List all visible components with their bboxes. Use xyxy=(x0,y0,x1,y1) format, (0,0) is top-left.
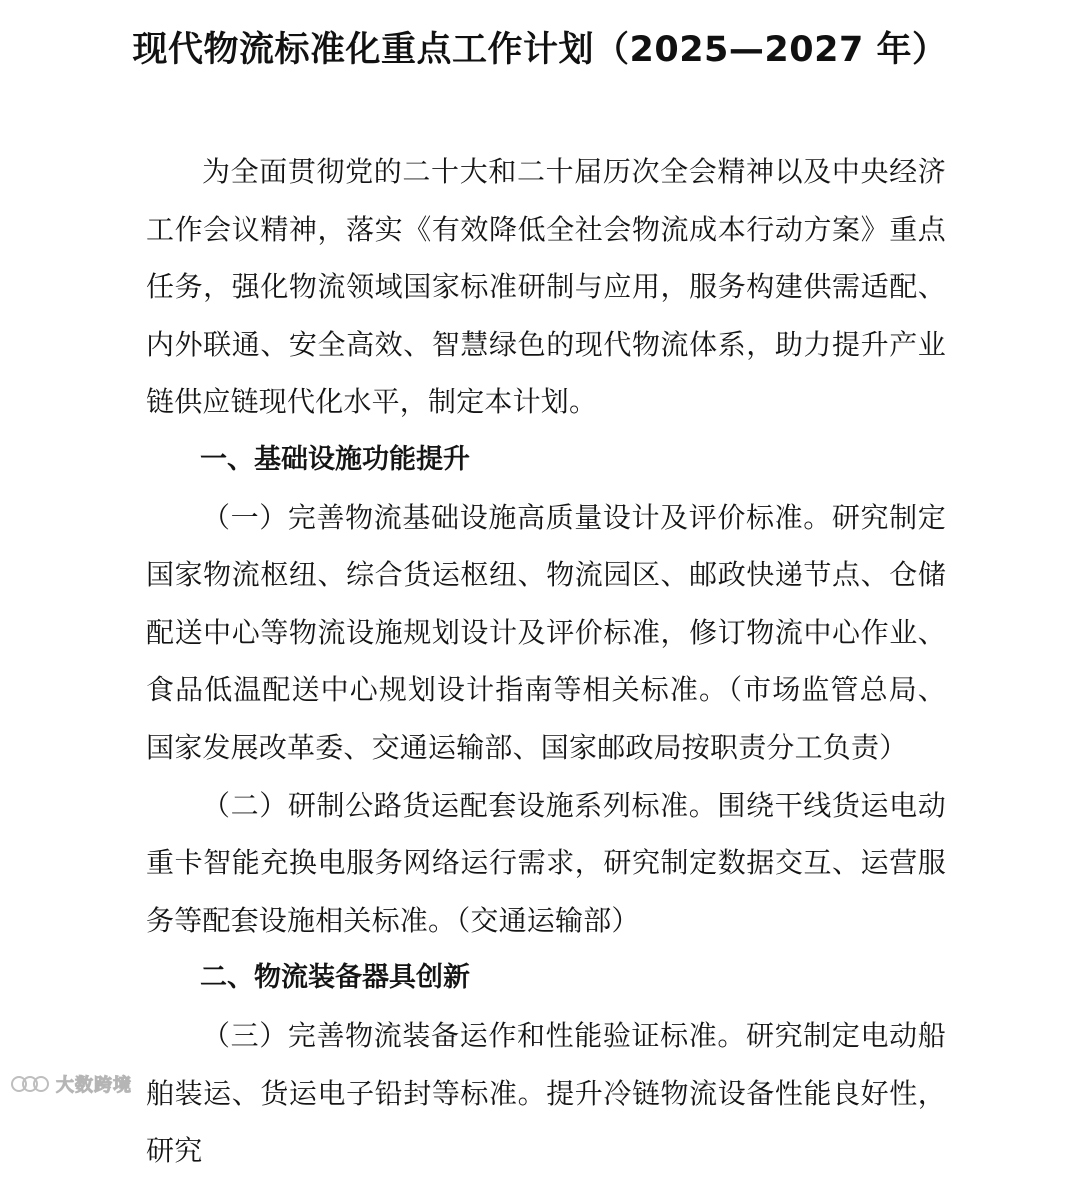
document-body xyxy=(146,143,946,1180)
section-heading-2: 二、物流装备器具创新 xyxy=(200,962,470,994)
item-paragraph-3: （三）完善物流装备运作和性能验证标准。研究制定电动船舶装运、货运电子铅封等标准。提升冷链物流设备性能良好性，研究 xyxy=(146,1018,946,1168)
item-paragraph-1: （一）完善物流基础设施高质量设计及评价标准。研究制定国家物流枢纽、综合货运枢纽、物流园区、邮政快递节点、仓储配送中心等物流设施规划设计及评价标准，修订物流中心作业、食品低温配送中心规划设计指南等相关标准。（市场监管总局、国家发展改革委、交通运输部、国家邮政局按职责分工负责） xyxy=(146,500,946,764)
watermark-text: 大数跨境 xyxy=(56,1075,132,1096)
section-heading-1: 一、基础设施功能提升 xyxy=(200,443,470,475)
brand-logo-icon xyxy=(10,1073,50,1095)
intro-paragraph: 为全面贯彻党的二十大和二十届历次全会精神以及中央经济工作会议精神，落实《有效降低全社会物流成本行动方案》重点任务，强化物流领域国家标准研制与应用，服务构建供需适配、内外联通、安全高效、智慧绿色的现代物流体系，助力提升产业链供应链现代化水平，制定本计划。 xyxy=(146,155,946,419)
document-title: 现代物流标准化重点工作计划（2025—2027 年） xyxy=(132,30,948,70)
item-paragraph-2: （二）研制公路货运配套设施系列标准。围绕干线货运电动重卡智能充换电服务网络运行需求，研究制定数据交互、运营服务等配套设施相关标准。（交通运输部） xyxy=(146,788,946,937)
watermark xyxy=(10,1071,132,1097)
